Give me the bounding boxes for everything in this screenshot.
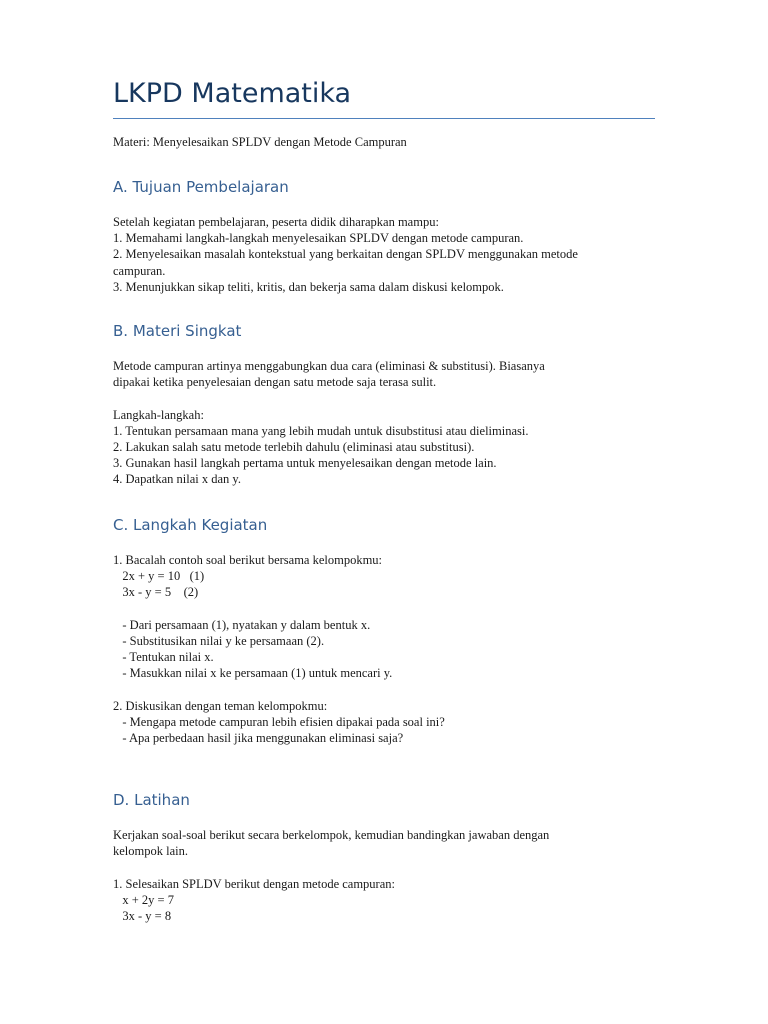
text-line: Langkah-langkah: bbox=[113, 407, 204, 422]
equation-line: 3x - y = 5 (2) bbox=[113, 585, 199, 600]
section-latihan-body bbox=[113, 827, 658, 924]
text-line: - Tentukan nilai x. bbox=[113, 650, 214, 665]
heading-materi-singkat: B. Materi Singkat bbox=[113, 322, 242, 340]
text-line: 1. Memahami langkah-langkah menyelesaikan SPLDV dengan metode campuran. bbox=[113, 231, 524, 246]
heading-tujuan-pembelajaran: A. Tujuan Pembelajaran bbox=[113, 178, 289, 196]
materi-line bbox=[113, 134, 658, 150]
heading-langkah-kegiatan: C. Langkah Kegiatan bbox=[113, 516, 268, 534]
title-underline bbox=[113, 118, 655, 119]
text-line: 3. Menunjukkan sikap teliti, kritis, dan bekerja sama dalam diskusi kelompok. bbox=[113, 279, 504, 294]
text-line: dipakai ketika penyelesaian dengan satu metode saja terasa sulit. bbox=[113, 375, 437, 390]
text-line: 3. Gunakan hasil langkah pertama untuk menyelesaikan dengan metode lain. bbox=[113, 456, 497, 471]
text-line: 2. Lakukan salah satu metode terlebih dahulu (eliminasi atau substitusi). bbox=[113, 440, 475, 454]
text-line: Setelah kegiatan pembelajaran, peserta didik diharapkan mampu: bbox=[113, 215, 439, 229]
text-line: Metode campuran artinya menggabungkan dua cara (eliminasi & substitusi). Biasanya bbox=[113, 359, 545, 373]
text-line: 1. Bacalah contoh soal berikut bersama kelompokmu: bbox=[113, 553, 383, 567]
materi-text: Materi: Menyelesaikan SPLDV dengan Metode Campuran bbox=[113, 135, 407, 149]
section-tujuan-body bbox=[113, 214, 658, 295]
text-line: 1. Selesaikan SPLDV berikut dengan metode campuran: bbox=[113, 876, 395, 891]
document-title: LKPD Matematika bbox=[113, 78, 352, 109]
text-line bbox=[113, 859, 658, 875]
text-line bbox=[113, 682, 658, 698]
equation-line: x + 2y = 7 bbox=[113, 892, 174, 907]
text-line: 4. Dapatkan nilai x dan y. bbox=[113, 472, 241, 487]
text-line: 1. Tentukan persamaan mana yang lebih mudah untuk disubstitusi atau dieliminasi. bbox=[113, 423, 529, 438]
text-line: - Substitusikan nilai y ke persamaan (2). bbox=[113, 634, 325, 648]
heading-latihan: D. Latihan bbox=[113, 791, 190, 809]
equation-line: 2x + y = 10 (1) bbox=[113, 569, 205, 584]
text-line: 2. Diskusikan dengan teman kelompokmu: bbox=[113, 698, 328, 713]
text-line: campuran. bbox=[113, 263, 166, 278]
text-line: - Masukkan nilai x ke persamaan (1) untuk mencari y. bbox=[113, 666, 393, 681]
text-line: Kerjakan soal-soal berikut secara berkelompok, kemudian bandingkan jawaban dengan bbox=[113, 828, 550, 842]
text-line: - Mengapa metode campuran lebih efisien dipakai pada soal ini? bbox=[113, 715, 445, 729]
section-langkah-body bbox=[113, 552, 658, 746]
text-line: - Dari persamaan (1), nyatakan y dalam bentuk x. bbox=[113, 617, 371, 632]
text-line: kelompok lain. bbox=[113, 844, 188, 859]
section-materi-body bbox=[113, 358, 658, 488]
text-line bbox=[113, 601, 658, 617]
text-line: 2. Menyelesaikan masalah kontekstual yang berkaitan dengan SPLDV menggunakan metode bbox=[113, 247, 578, 262]
equation-line: 3x - y = 8 bbox=[113, 909, 172, 923]
text-line: - Apa perbedaan hasil jika menggunakan eliminasi saja? bbox=[113, 731, 404, 746]
text-line bbox=[113, 390, 658, 406]
